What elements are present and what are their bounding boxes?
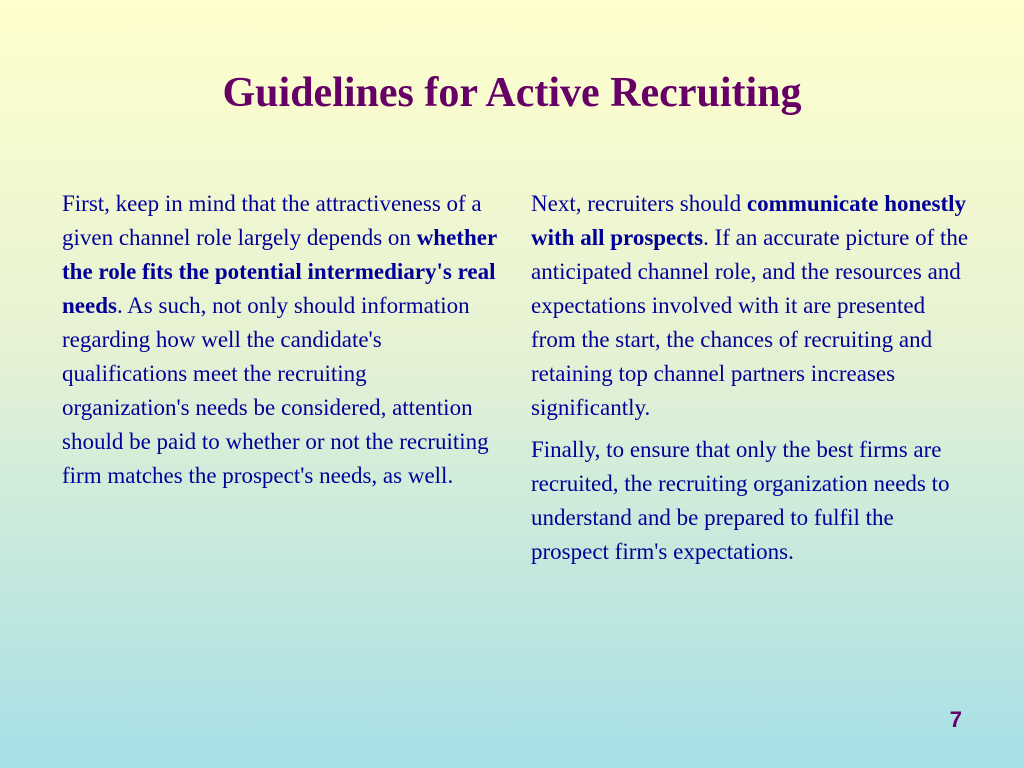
right-p1-text-1: Next, recruiters should	[531, 191, 747, 216]
right-paragraph-2	[531, 433, 971, 569]
slide-title: Guidelines for Active Recruiting	[222, 70, 802, 116]
left-p1-text-2: . As such, not only should information regarding how well the candidate's qualifications meet the recruiting organization's needs be considered, attention should be paid to whether or not the recruiting firm matches the prospect's needs, as well.	[62, 293, 489, 488]
right-text-column	[531, 187, 971, 577]
right-p1-text-2: . If an accurate picture of the anticipated channel role, and the resources and expectations involved with it are presented from the start, the chances of recruiting and retaining top channel partners increases significantly.	[531, 225, 969, 420]
left-p1-bold-1: whether the role fits the potential intermediary's real needs	[62, 225, 497, 318]
page-number: 7	[949, 707, 962, 732]
left-text-column	[62, 187, 498, 501]
left-p1-text-1: First, keep in mind that the attractiveness of a given channel role largely depends on	[62, 191, 482, 250]
right-p2-text-1: Finally, to ensure that only the best firms are recruited, the recruiting organization needs to understand and be prepared to fulfil the prospect firm's expectations.	[531, 437, 950, 564]
right-paragraph-1	[531, 187, 971, 425]
left-paragraph-1	[62, 187, 498, 493]
right-p1-bold-1: communicate honestly with all prospects	[531, 191, 967, 250]
